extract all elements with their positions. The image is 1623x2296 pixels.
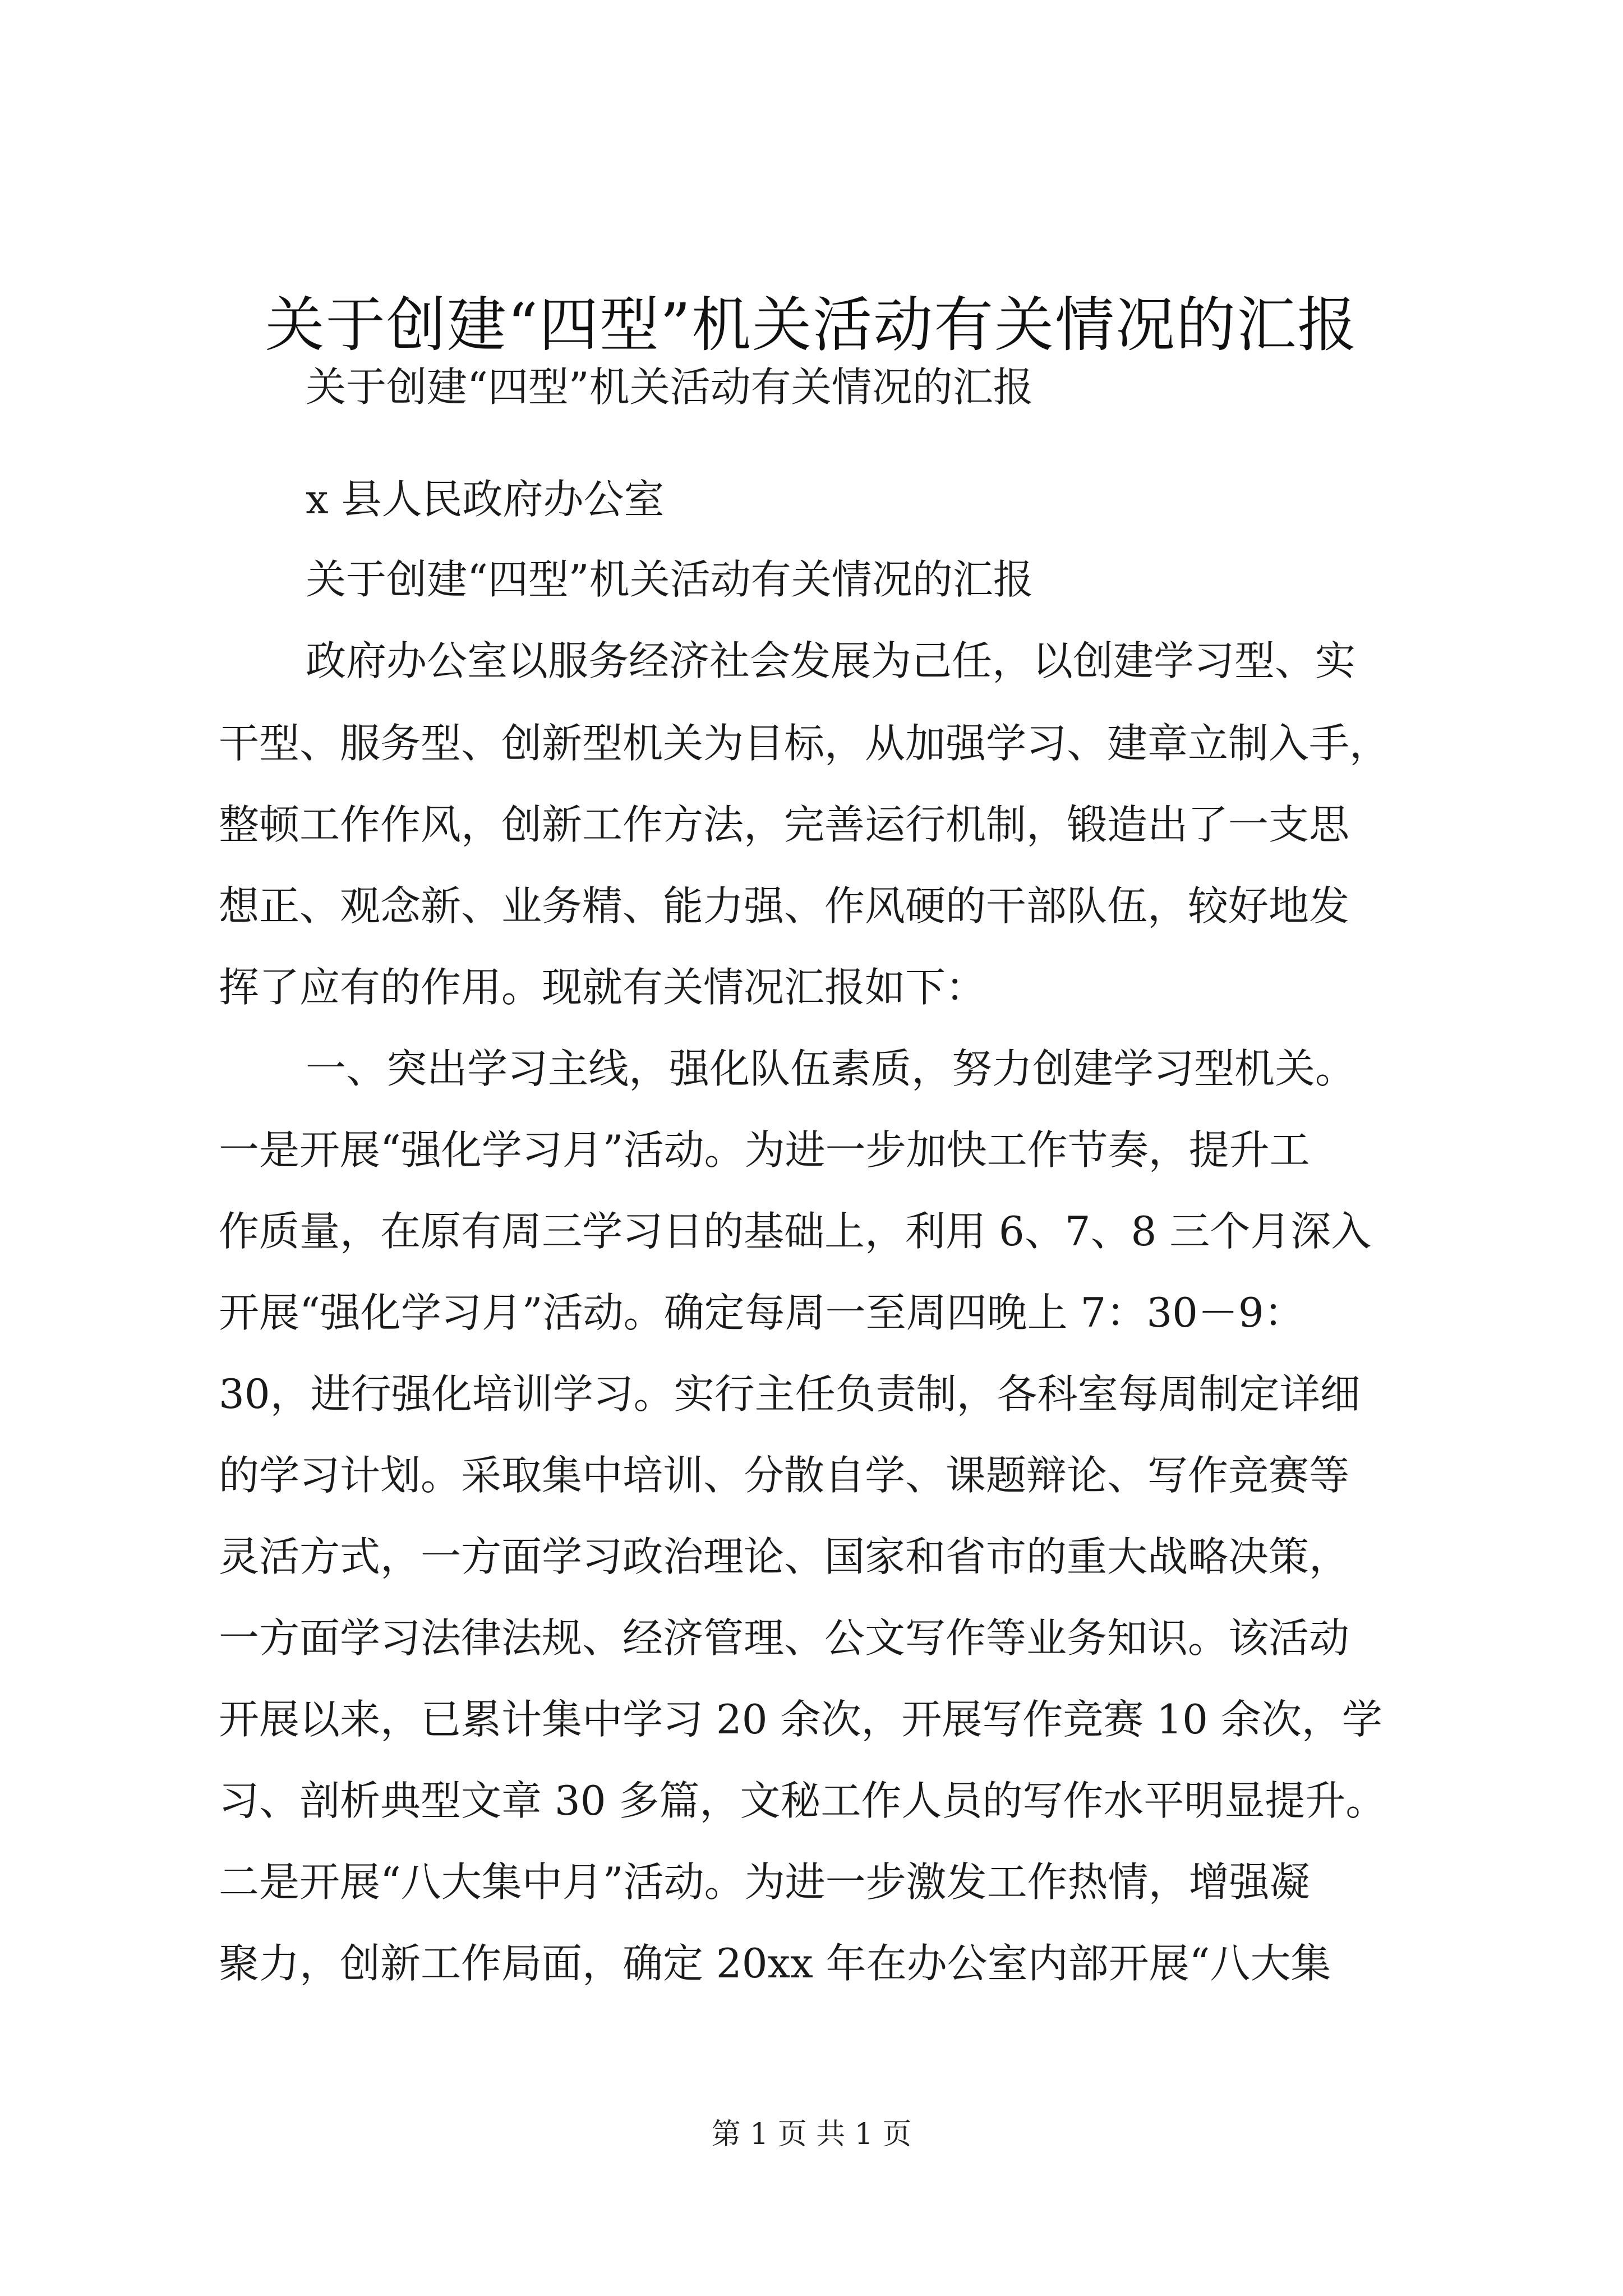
text-line: 开展“强化学习月”活动。确定每周一至周四晚上 7：30－9： [219,1289,1304,1336]
text-line: 挥了应有的作用。现就有关情况汇报如下： [219,964,986,1011]
text-line: 聚力，创新工作局面，确定 20xx 年在办公室内部开展“八大集 [219,1940,1331,1987]
text-line: 关于创建“四型”机关活动有关情况的汇报 [306,364,1034,411]
text-line: 干型、服务型、创新型机关为目标，从加强学习、建章立制入手， [219,720,1390,767]
text-line: 的学习计划。采取集中培训、分散自学、课题辩论、写作竞赛等 [219,1452,1350,1499]
text-line: 二是开展“八大集中月”活动。为进一步激发工作热情，增强凝 [219,1858,1310,1906]
text-line: 整顿工作作风，创新工作方法，完善运行机制，锻造出了一支思 [219,801,1350,848]
text-line: x 县人民政府办公室 [306,476,665,523]
text-line: 灵活方式，一方面学习政治理论、国家和省市的重大战略决策， [219,1533,1350,1580]
text-line: 作质量，在原有周三学习日的基础上，利用 6、7、8 三个月深入 [219,1208,1372,1255]
text-line: 30，进行强化培训学习。实行主任负责制，各科室每周制定详细 [219,1370,1361,1418]
text-line: 一方面学习法律法规、经济管理、公文写作等业务知识。该活动 [219,1614,1350,1662]
text-line: 习、剖析典型文章 30 多篇，文秘工作人员的写作水平明显提升。 [219,1777,1386,1824]
text-line: 一、突出学习主线，强化队伍素质，努力创建学习型机关。 [306,1045,1356,1092]
text-line: 政府办公室以服务经济社会发展为己任，以创建学习型、实 [306,637,1356,684]
text-line: 一是开展“强化学习月”活动。为进一步加快工作节奏，提升工 [219,1126,1310,1174]
document-title: 关于创建“四型”机关活动有关情况的汇报 [265,291,1358,360]
text-line: 想正、观念新、业务精、能力强、作风硬的干部队伍，较好地发 [219,882,1350,930]
text-line: 关于创建“四型”机关活动有关情况的汇报 [306,556,1034,603]
text-line: 开展以来，已累计集中学习 20 余次，开展写作竞赛 10 余次，学 [219,1696,1382,1743]
page-footer: 第 1 页 共 1 页 [711,2118,912,2151]
